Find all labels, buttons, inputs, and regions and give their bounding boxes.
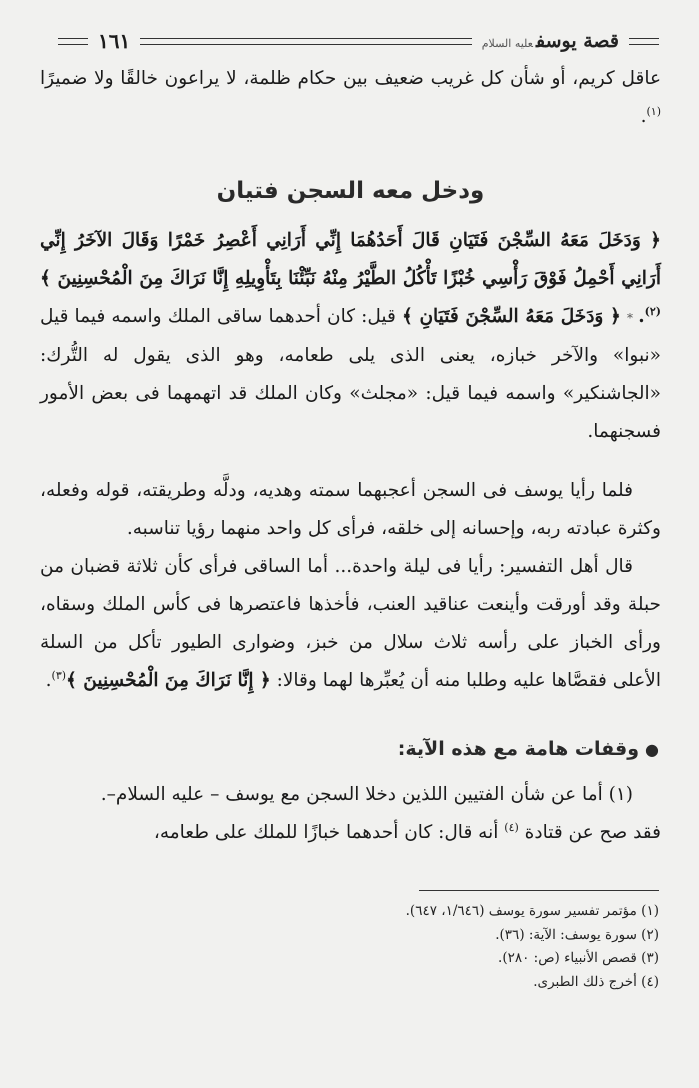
header-rule-right — [629, 38, 659, 45]
paragraph-3-end: . — [45, 670, 52, 691]
running-title — [482, 30, 619, 52]
page-number: ١٦١ — [98, 29, 131, 53]
point-1-text: (١) أما عن شأن الفتيين اللذين دخلا السجن مع يوسف – عليه السلام–. — [100, 784, 633, 805]
star-mark: * — [627, 311, 633, 325]
intro-line: عاقل كريم، أو شأن كل غريب ضعيف بين حكام ظلمة، لا يراعون خالقًا ولا ضميرًا — [40, 68, 661, 89]
paragraph-2-text: فلما رأيا يوسف فى السجن أعجبهما سمته وهديه، ودلَّه وطريقته، قوله وفعله، وكثرة عبادته ربه، وإحسانه إلى خلقه، فرأى كل واحد منهما رؤيا تناسبه. — [40, 480, 661, 539]
intro-text — [40, 60, 661, 136]
paragraph-3 — [40, 548, 661, 700]
header-rule-middle — [140, 38, 472, 45]
bullet-heading — [40, 738, 659, 760]
honorific-mark: عليه السلام — [481, 37, 533, 50]
footnotes — [40, 900, 659, 994]
running-header — [58, 24, 659, 58]
verse-body: وَدَخَلَ مَعَهُ السِّجْنَ فَتَيَانِ قَالَ أَحَدُهُمَا إِنِّي أَرَانِي أَعْصِرُ خَمْرًا وَقَالَ الآخَرُ إِنِّي أَرَانِي أَحْمِلُ فَوْقَ رَأْسِي خُبْزًا تَأْكُلُ الطَّيْرُ مِنْهُ نَبِّئْنَا بِتَأْوِيلِهِ إِنَّا نَرَاكَ مِنَ الْمُحْسِنِينَ — [40, 230, 661, 289]
verse-open-bracket: ﴿ — [650, 230, 661, 251]
paragraph-3-text — [40, 548, 661, 700]
paragraph-3-body: قال أهل التفسير: رأيا فى ليلة واحدة... أما الساقى فرأى كأن ثلاثة قضبان من حبلة وقد أورقت وأينعت عناقيد العنب، فأخذها فاعتصرها فى كأس الملك وسقاه، ورأى الخباز على رأسه ثلاث سلال من خبز، وضوارى الطيور تأكل من السلة الأعلى فقصَّاها عليه وطلبا منه أن يُعبِّرها لهما وقالا: — [40, 556, 661, 691]
bullet-heading-text: وقفات هامة مع هذه الآية: — [397, 738, 640, 760]
intro-paragraph — [40, 60, 661, 136]
footnote-ref-4: (٤) — [504, 820, 519, 834]
point-1-continuation — [40, 814, 661, 852]
footnote-ref-1: (١) — [646, 104, 661, 118]
bullet-dot: ● — [645, 740, 659, 759]
point-1 — [40, 776, 661, 852]
point-1b-rest: أنه قال: كان أحدهما خبازًا للملك على طعامه، — [153, 822, 499, 843]
footnote-3: (٣) قصص الأنبياء (ص: ٢٨٠). — [498, 950, 659, 966]
verse-end: . — [638, 306, 645, 327]
intro-end: . — [640, 106, 647, 127]
paragraph-2 — [40, 472, 661, 548]
header-rule-left — [58, 38, 88, 45]
footnote-ref-2: (٢) — [644, 304, 661, 318]
paragraph-1-body: قيل: كان أحدهما ساقى الملك واسمه فيما قيل «نبوا» والآخر خبازه، يعنى الذى يلى طعامه، وهو الذى يقول له التُّرك: «الجاشنكير» واسمه فيما قيل: «مجلث» وكان الملك قد اتهمهما فى بعض الأمور فسجنهما. — [40, 306, 661, 442]
footnote-2: (٢) سورة يوسف: الآية: (٣٦). — [495, 926, 659, 943]
verse-quote-2: ﴿ إِنَّا نَرَاكَ مِنَ الْمُحْسِنِينَ ﴾ — [66, 670, 271, 691]
paragraph-1-text — [40, 298, 661, 451]
section-heading: ودخل معه السجن فتيان — [216, 178, 485, 204]
footnote-ref-3: (٣) — [51, 668, 67, 682]
footnote-4: (٤) أخرج ذلك الطبرى. — [533, 973, 659, 990]
running-title-text: قصة يوسف — [536, 30, 619, 52]
verse-close-bracket: ﴾ — [40, 268, 51, 289]
paragraph-1 — [40, 298, 661, 451]
footnote-1: (١) مؤتمر تفسير سورة يوسف (١/٦٤٦، ٦٤٧). — [405, 903, 659, 919]
point-1b-start: فقد صح عن قتادة — [524, 822, 661, 843]
footnote-separator — [419, 890, 659, 891]
verse-quote-1: ﴿ وَدَخَلَ مَعَهُ السِّجْنَ فَتَيَانِ ﴾ — [401, 306, 621, 327]
